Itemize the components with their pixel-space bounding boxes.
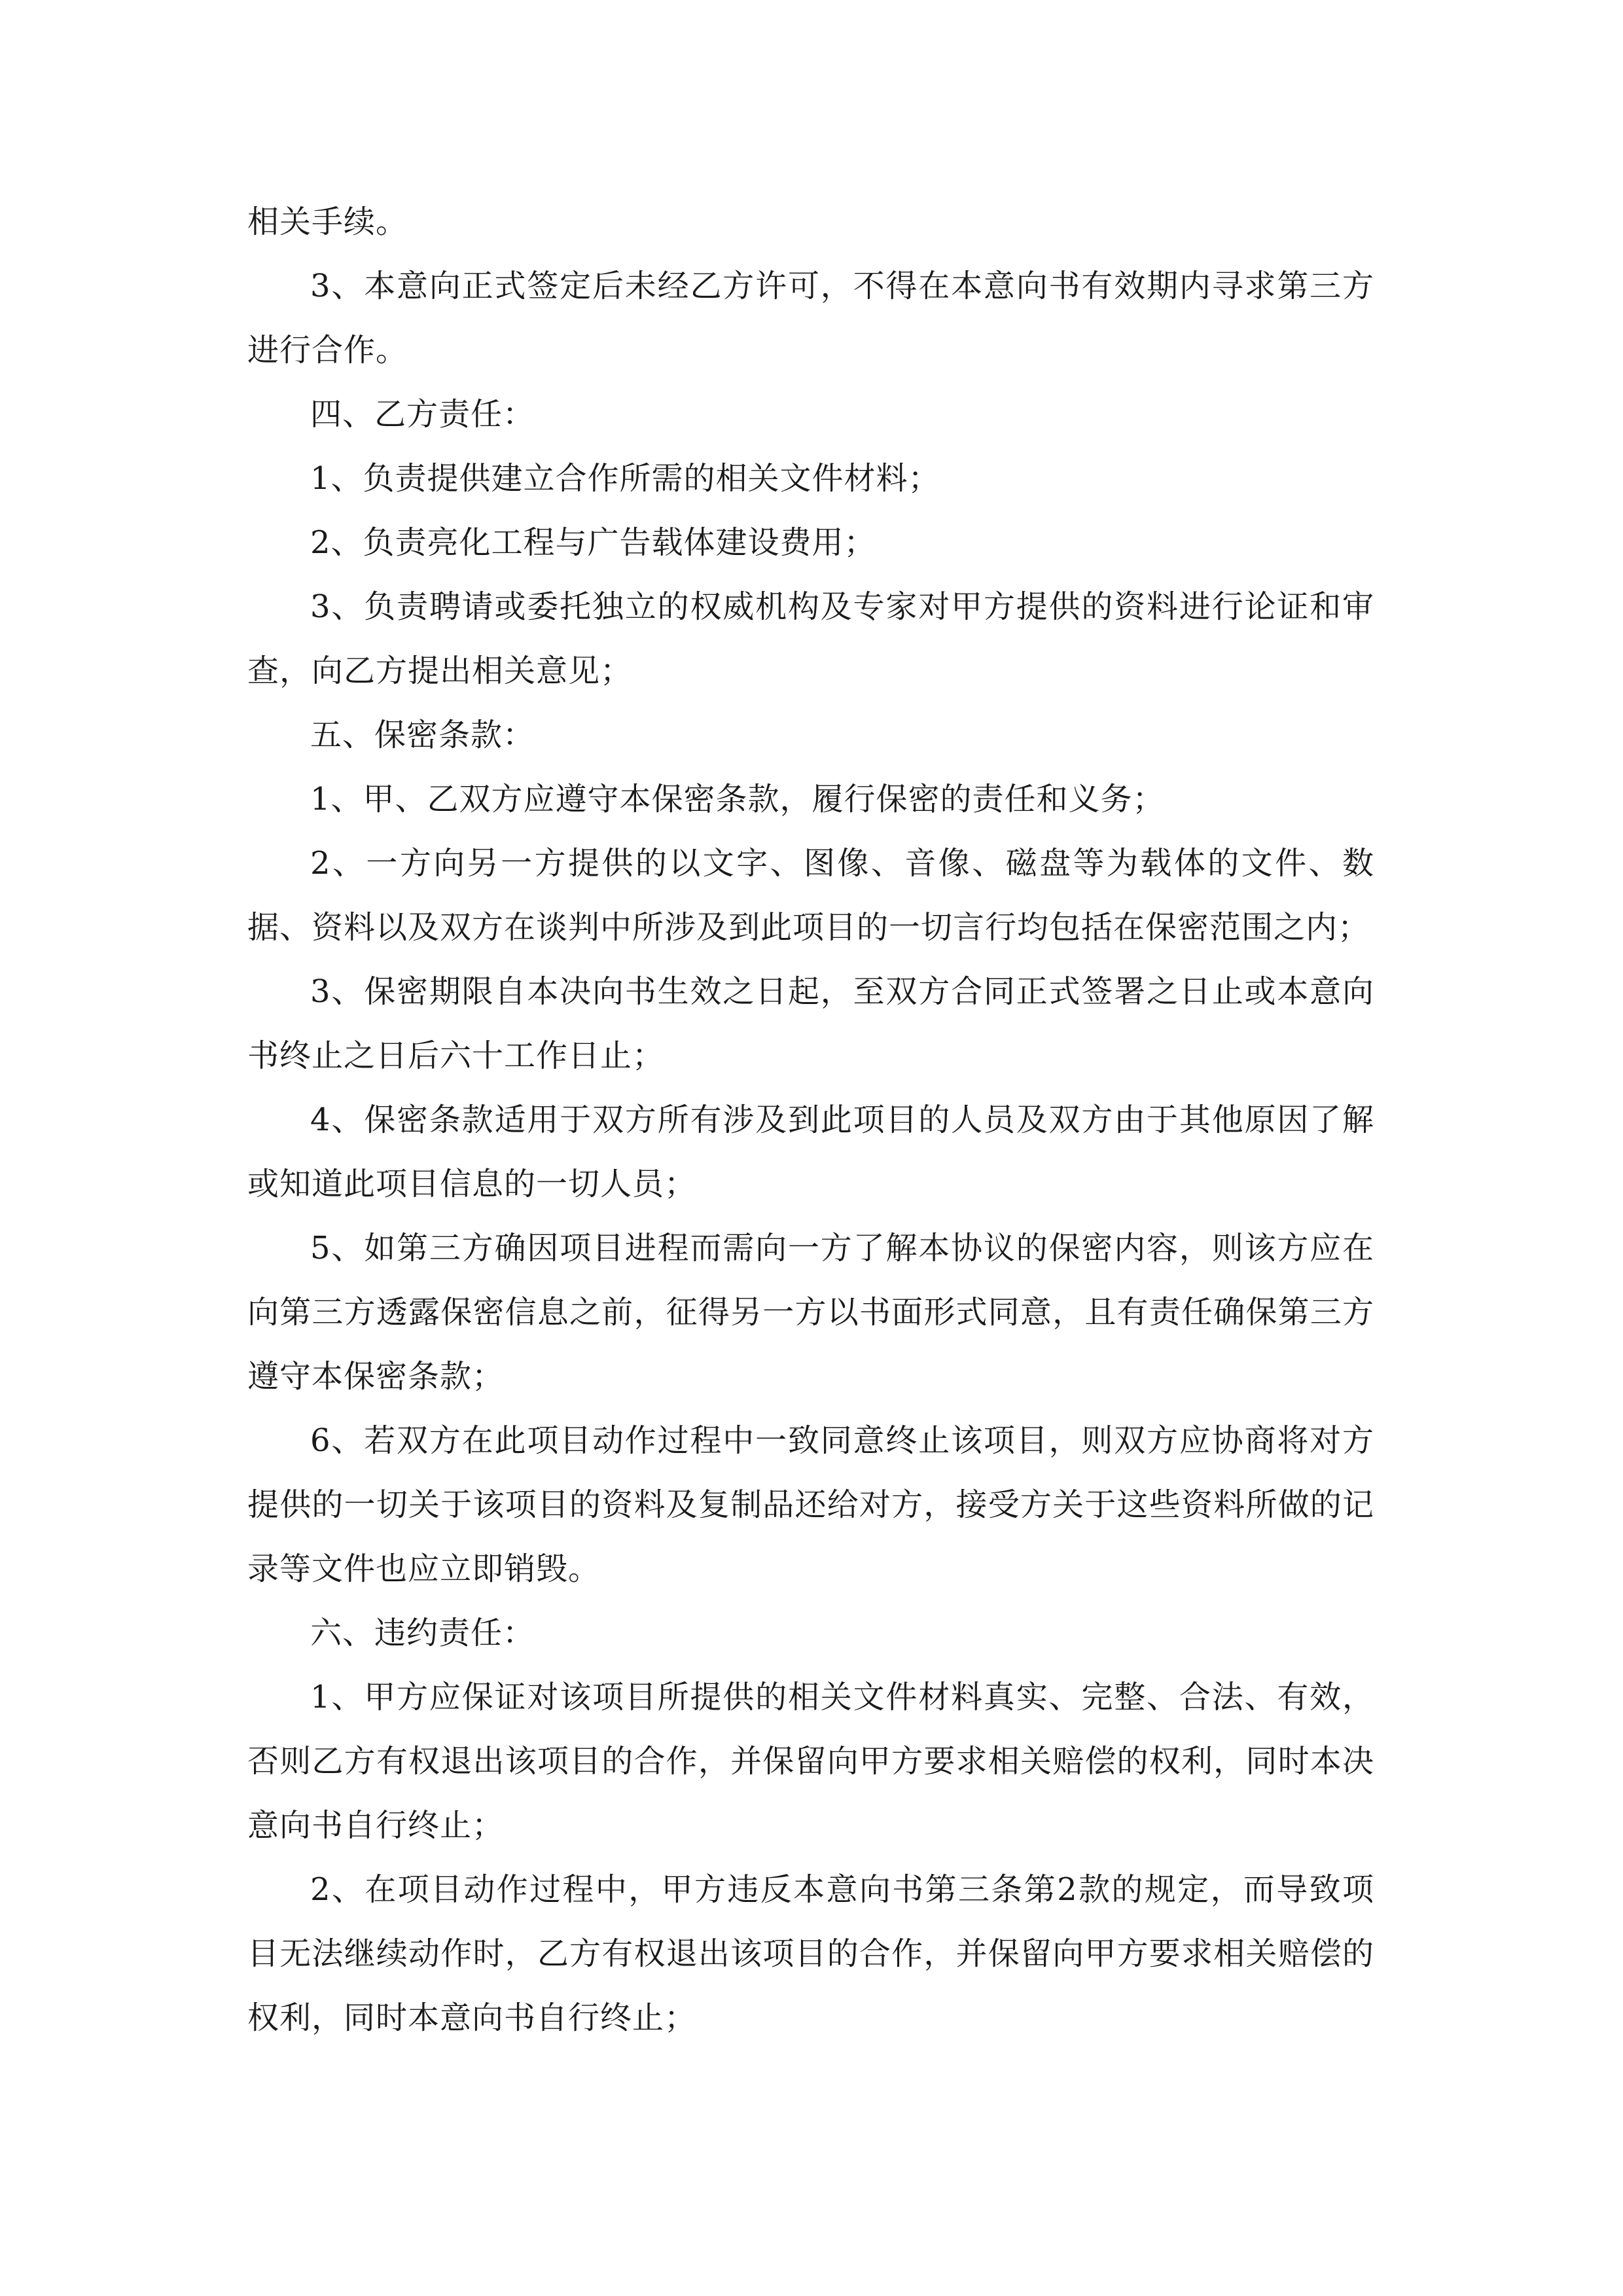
paragraph-clause-6-2: 2、在项目动作过程中，甲方违反本意向书第三条第2款的规定，而导致项目无法继续动作时，乙方有权退出该项目的合作，并保留向甲方要求相关赔偿的权利，同时本意向书自行终止；: [247, 1871, 1374, 2036]
paragraph-clause-5-3: 3、保密期限自本决向书生效之日起，至双方合同正式签署之日止或本意向书终止之日后六十工作日止；: [247, 973, 1374, 1074]
paragraph-clause-5-6: 6、若双方在此项目动作过程中一致同意终止该项目，则双方应协商将对方提供的一切关于该项目的资料及复制品还给对方，接受方关于这些资料所做的记录等文件也应立即销毁。: [247, 1422, 1374, 1587]
paragraph-clause-5-2: 2、一方向另一方提供的以文字、图像、音像、磁盘等为载体的文件、数据、资料以及双方在谈判中所涉及到此项目的一切言行均包括在保密范围之内；: [247, 845, 1374, 946]
paragraph-clause-5-5: 5、如第三方确因项目进程而需向一方了解本协议的保密内容，则该方应在向第三方透露保密信息之前，征得另一方以书面形式同意，且有责任确保第三方遵守本保密条款；: [247, 1230, 1374, 1395]
paragraph-clause-4-3: 3、负责聘请或委托独立的权威机构及专家对甲方提供的资料进行论证和审查，向乙方提出相关意见；: [247, 588, 1374, 689]
paragraph-clause-5-4: 4、保密条款适用于双方所有涉及到此项目的人员及双方由于其他原因了解或知道此项目信息的一切人员；: [247, 1102, 1374, 1202]
paragraph-clause-6-1: 1、甲方应保证对该项目所提供的相关文件材料真实、完整、合法、有效，否则乙方有权退出该项目的合作，并保留向甲方要求相关赔偿的权利，同时本决意向书自行终止；: [247, 1679, 1374, 1844]
paragraph-clause-5-1: 1、甲、乙双方应遵守本保密条款，履行保密的责任和义务；: [310, 781, 1165, 817]
paragraph-continuation: 相关手续。: [247, 204, 408, 240]
paragraph-clause-4-1: 1、负责提供建立合作所需的相关文件材料；: [310, 460, 940, 497]
section-heading-breach-liability: 六、违约责任：: [310, 1615, 535, 1651]
section-heading-party-b-duties: 四、乙方责任：: [310, 396, 535, 433]
section-heading-confidentiality: 五、保密条款：: [310, 717, 535, 753]
document-body: [247, 190, 1374, 2050]
paragraph-clause-3-3: 3、本意向正式签定后未经乙方许可，不得在本意向书有效期内寻求第三方进行合作。: [247, 268, 1374, 368]
paragraph-clause-4-2: 2、负责亮化工程与广告载体建设费用；: [310, 524, 876, 561]
